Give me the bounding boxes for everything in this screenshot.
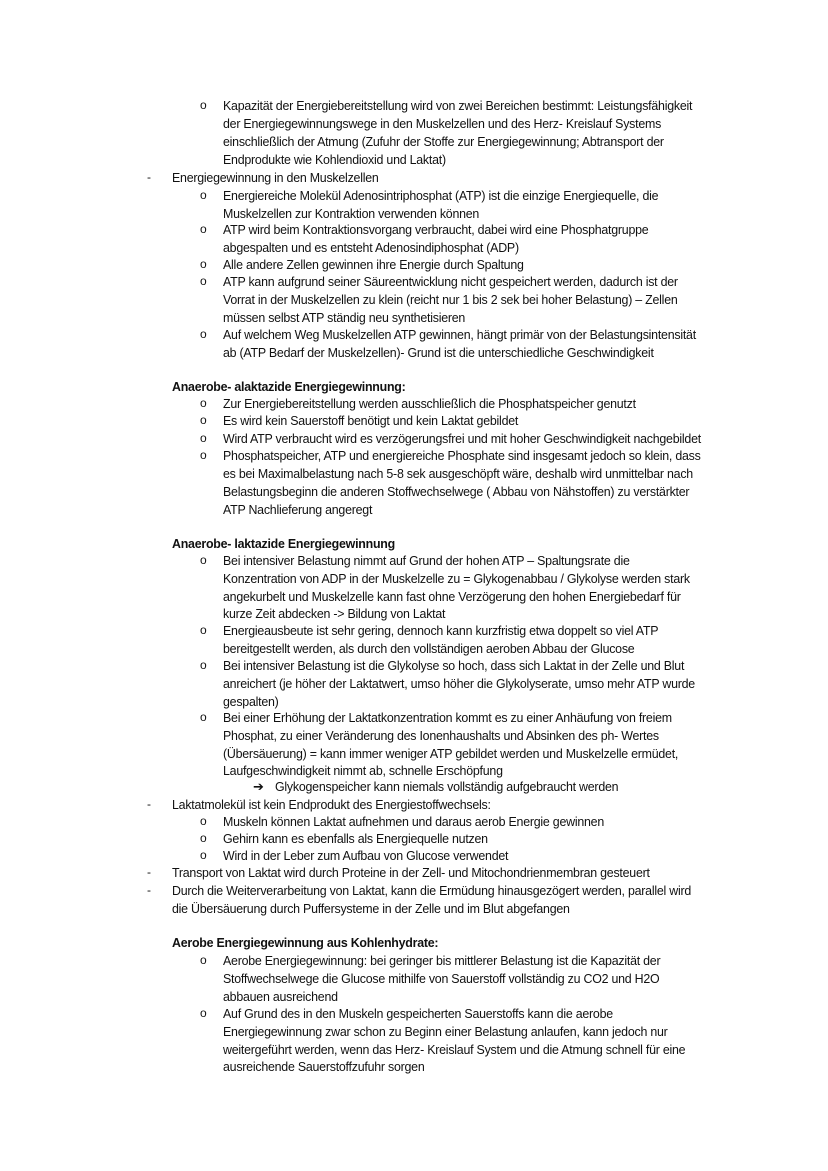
text-line: müssen selbst ATP ständig neu synthetisieren: [223, 310, 466, 325]
text-line: weitergeführt werden, wenn das Herz- Kreislauf System und die Atmung schnell für eine: [223, 1042, 686, 1057]
text-line: Bei intensiver Belastung ist die Glykolyse so hoch, dass sich Laktat in der Zelle und Blut: [223, 658, 685, 673]
text-line: Auf Grund des in den Muskeln gespeicherten Sauerstoffs kann die aerobe: [223, 1006, 613, 1021]
text-line: Zur Energiebereitstellung werden ausschließlich die Phosphatspeicher genutzt: [223, 396, 636, 411]
text-line: Durch die Weiterverarbeitung von Laktat, kann die Ermüdung hinausgezögert werden, parallel wird: [172, 883, 692, 898]
text-line: abbauen ausreichend: [223, 989, 338, 1004]
circle-bullet: o: [200, 413, 207, 427]
circle-bullet: o: [200, 448, 207, 462]
circle-bullet: o: [200, 188, 207, 202]
section-heading-aerob: Aerobe Energiegewinnung aus Kohlenhydrate:: [172, 935, 439, 950]
circle-bullet: o: [200, 327, 207, 341]
conclusion-line: Glykogenspeicher kann niemals vollständig aufgebraucht werden: [275, 779, 619, 794]
text-line: anreichert (je höher der Laktatwert, umso höher die Glykolyserate, umso mehr ATP wurde: [223, 676, 695, 691]
text-line: Bei einer Erhöhung der Laktatkonzentration kommt es zu einer Anhäufung von freiem: [223, 710, 672, 725]
text-line: Phosphatspeicher, ATP und energiereiche Phosphate sind insgesamt jedoch so klein, dass: [223, 448, 701, 463]
text-line: Energieausbeute ist sehr gering, dennoch kann kurzfristig etwa doppelt so viel ATP: [223, 623, 659, 638]
section-heading-laktatmolekuel: Laktatmolekül ist kein Endprodukt des Energiestoffwechsels:: [172, 797, 491, 812]
text-line: ausreichende Sauerstoffzufuhr sorgen: [223, 1059, 425, 1074]
text-line: Phosphat, zu einer Veränderung des Ionenhaushalts und Absinken des ph- Wertes: [223, 728, 659, 743]
text-line: Vorrat in der Muskelzellen zu klein (reicht nur 1 bis 2 sek bei hoher Belastung) – Zellen: [223, 292, 678, 307]
text-line: es bei Maximalbelastung nach 5-8 sek ausgeschöpft wäre, deshalb wird unmittelbar nach: [223, 466, 693, 481]
dash-bullet: -: [147, 865, 151, 879]
text-line: einschließlich der Atmung (Zufuhr der Stoffe zur Energiegewinnung; Abtransport der: [223, 134, 664, 149]
text-line: abgespalten und es entsteht Adenosindiphosphat (ADP): [223, 240, 519, 255]
text-line: Es wird kein Sauerstoff benötigt und kein Laktat gebildet: [223, 413, 519, 428]
circle-bullet: o: [200, 257, 207, 271]
dash-bullet: -: [147, 797, 151, 811]
circle-bullet: o: [200, 396, 207, 410]
text-line: Aerobe Energiegewinnung: bei geringer bis mittlerer Belastung ist die Kapazität der: [223, 953, 661, 968]
circle-bullet: o: [200, 222, 207, 236]
text-line: Stoffwechselwege die Glucose mithilfe von Sauerstoff vollständig zu CO2 und H2O: [223, 971, 660, 986]
text-line: Wird ATP verbraucht wird es verzögerungsfrei und mit hoher Geschwindigkeit nachgebildet: [223, 431, 701, 446]
text-line: Auf welchem Weg Muskelzellen ATP gewinnen, hängt primär von der Belastungsintensität: [223, 327, 696, 342]
arrow-icon: ➔: [253, 779, 264, 794]
text-line: Laufgeschwindigkeit nimmt ab, schnelle Erschöpfung: [223, 763, 503, 778]
circle-bullet: o: [200, 848, 207, 862]
text-line: Energiereiche Molekül Adenosintriphosphat (ATP) ist die einzige Energiequelle, die: [223, 188, 659, 203]
text-line: gespalten): [223, 694, 279, 709]
circle-bullet: o: [200, 710, 207, 724]
text-line: bereitgestellt werden, als durch den vollständigen aeroben Abbau der Glucose: [223, 641, 635, 656]
circle-bullet: o: [200, 274, 207, 288]
circle-bullet: o: [200, 623, 207, 637]
section-heading-alaktazid: Anaerobe- alaktazide Energiegewinnung:: [172, 379, 406, 394]
dash-bullet: -: [147, 883, 151, 897]
circle-bullet: o: [200, 98, 207, 112]
text-line: ATP Nachlieferung angeregt: [223, 502, 373, 517]
text-line: die Übersäuerung durch Puffersysteme in der Zelle und im Blut abgefangen: [172, 901, 570, 916]
text-line: angekurbelt und Muskelzelle kann fast ohne Verzögerung den hohen Energiebedarf für: [223, 589, 681, 604]
text-line: Belastungsbeginn die anderen Stoffwechselwege ( Abbau von Nähstoffen) zu verstärkter: [223, 484, 690, 499]
text-line: ATP wird beim Kontraktionsvorgang verbraucht, dabei wird eine Phosphatgruppe: [223, 222, 649, 237]
circle-bullet: o: [200, 953, 207, 967]
circle-bullet: o: [200, 553, 207, 567]
text-line: Muskeln können Laktat aufnehmen und daraus aerob Energie gewinnen: [223, 814, 604, 829]
text-line: ATP kann aufgrund seiner Säureentwicklung nicht gespeichert werden, dadurch ist der: [223, 274, 678, 289]
circle-bullet: o: [200, 658, 207, 672]
text-line: Wird in der Leber zum Aufbau von Glucose verwendet: [223, 848, 509, 863]
text-line: Bei intensiver Belastung nimmt auf Grund der hohen ATP – Spaltungsrate die: [223, 553, 630, 568]
text-line: der Energiegewinnungswege in den Muskelzellen und des Herz- Kreislauf Systems: [223, 116, 662, 131]
text-line: Alle andere Zellen gewinnen ihre Energie durch Spaltung: [223, 257, 524, 272]
text-line: Muskelzellen zur Kontraktion verwenden können: [223, 206, 480, 221]
text-line: Kapazität der Energiebereitstellung wird von zwei Bereichen bestimmt: Leistungsfähigkeit: [223, 98, 693, 113]
text-line: Konzentration von ADP in der Muskelzelle zu = Glykogenabbau / Glykolyse werden stark: [223, 571, 690, 586]
circle-bullet: o: [200, 431, 207, 445]
text-line: (Übersäuerung) = kann immer weniger ATP gebildet werden und Muskelzelle ermüdet,: [223, 746, 679, 761]
text-line: Transport von Laktat wird durch Proteine in der Zell- und Mitochondrienmembran gesteuert: [172, 865, 650, 880]
text-line: Endprodukte wie Kohlendioxid und Laktat): [223, 152, 446, 167]
dash-bullet: -: [147, 170, 151, 184]
text-line: ab (ATP Bedarf der Muskelzellen)- Grund ist die unterschiedliche Geschwindigkeit: [223, 345, 654, 360]
circle-bullet: o: [200, 831, 207, 845]
text-line: kurze Zeit abdecken -> Bildung von Laktat: [223, 606, 446, 621]
text-line: Gehirn kann es ebenfalls als Energiequelle nutzen: [223, 831, 488, 846]
circle-bullet: o: [200, 814, 207, 828]
section-heading-muskelzellen: Energiegewinnung in den Muskelzellen: [172, 170, 379, 185]
circle-bullet: o: [200, 1006, 207, 1020]
text-line: Energiegewinnung zwar schon zu Beginn einer Belastung anlaufen, kann jedoch nur: [223, 1024, 668, 1039]
section-heading-laktazid: Anaerobe- laktazide Energiegewinnung: [172, 536, 395, 551]
